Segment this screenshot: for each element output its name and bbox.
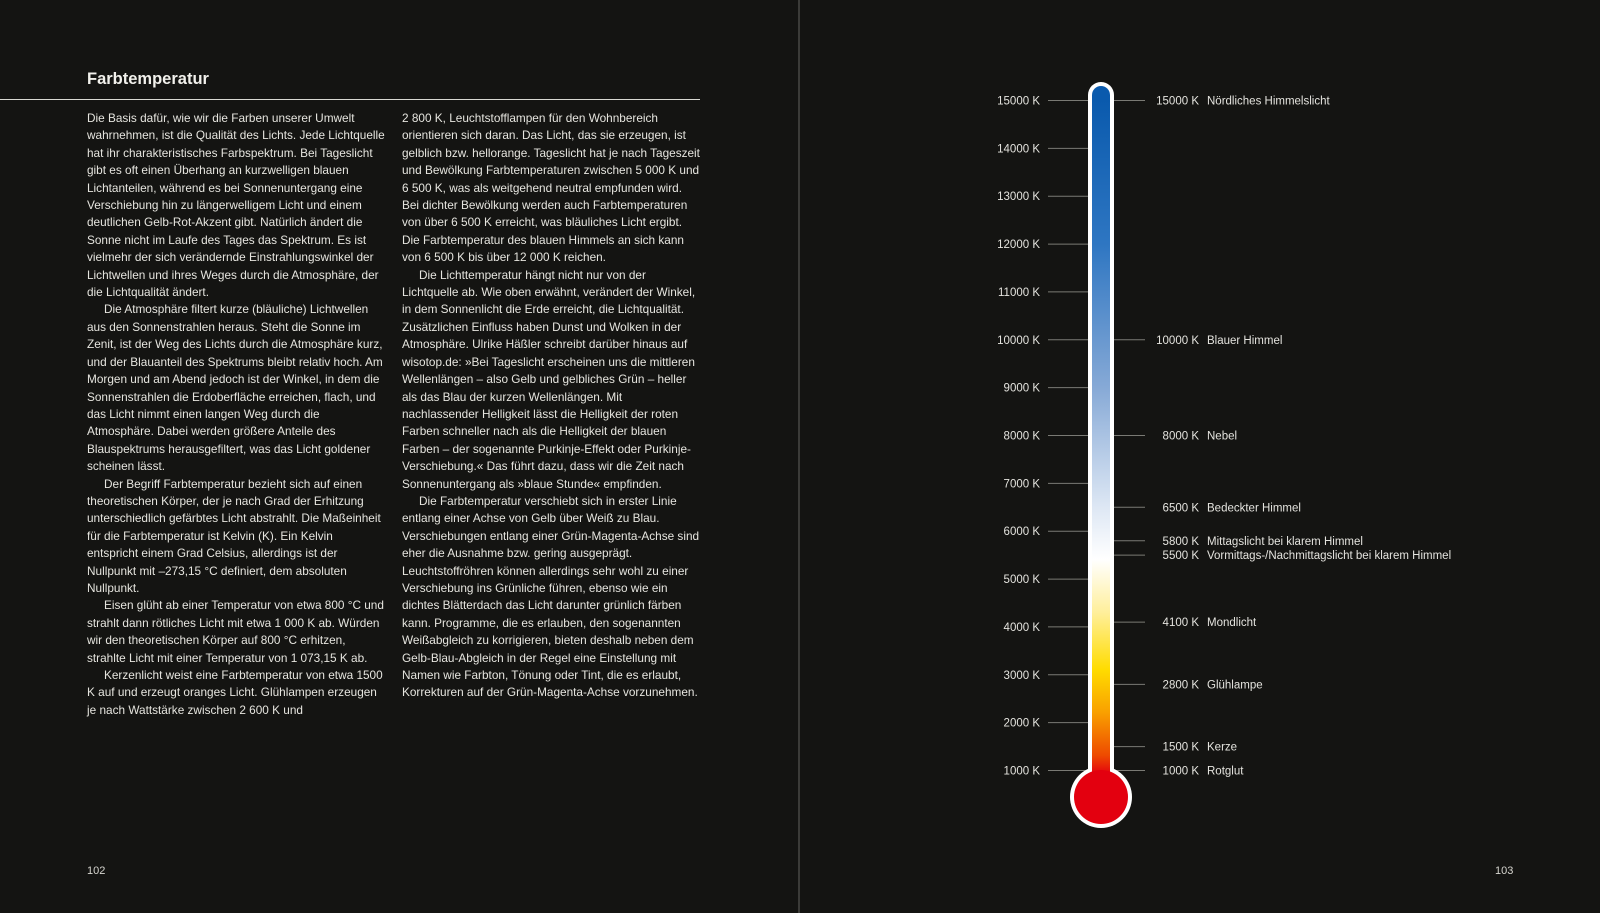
annotation-name: Kerze (1207, 741, 1238, 754)
scale-tick-label: 15000 K (997, 95, 1040, 108)
annotation-name: Mittagslicht bei klarem Himmel (1207, 535, 1363, 548)
annotation-ticks (1114, 101, 1145, 771)
annotation-value: 1000 K (1162, 765, 1199, 778)
thermometer-body (1070, 82, 1132, 828)
scale-labels (997, 96, 1040, 778)
paragraph: 2 800 K, Leuchtstofflampen für den Wohnbereich orientieren sich daran. Das Licht, das sie erzeugen, ist gelblich bzw. hellorange. Tageslicht hat je nach Tageszeit und Bewölkung Farbtemperaturen zwischen 5 000 K und 6 500 K, was als weitgehend neutral empfunden wird. Bei dichter Bewölkung werden auch Farbtemperaturen von über 6 500 K erreicht, was bläuliches Licht ergibt. Die Farbtemperatur des blauen Himmels an sich kann von 6 500 K bis über 12 000 K reichen. (402, 111, 700, 265)
scale-tick-label: 4000 K (1003, 621, 1040, 634)
paragraph: Die Atmosphäre filtert kurze (bläuliche) Lichtwellen aus den Sonnenstrahlen heraus. Steht die Sonne im Zenit, ist der Weg des Lichts durch die Atmosphäre kurz, und der Blauanteil des Spektrums bleibt relativ hoch. Am Morgen und am Abend jedoch ist der Winkel, in dem die Sonnenstrahlen die Erdoberfläche erreichen, flach, und das Licht nimmt einen langen Weg durch die Atmosphäre. Dabei werden größere Anteile des Blauspektrums herausgefiltert, was das Licht goldener scheinen lässt. (87, 302, 383, 474)
thermometer-bulb (1074, 770, 1128, 824)
page-title: Farbtemperatur (87, 70, 209, 88)
annotation-name: Blauer Himmel (1207, 334, 1283, 347)
scale-tick-label: 1000 K (1003, 765, 1040, 778)
annotation-value: 2800 K (1162, 679, 1199, 692)
page-number-left: 102 (87, 865, 106, 877)
annotation-value: 4100 K (1162, 617, 1199, 630)
annotation-value: 6500 K (1162, 502, 1199, 515)
annotation-name: Glühlampe (1207, 679, 1263, 692)
page-number-right: 103 (1495, 865, 1514, 877)
annotation-name: Nebel (1207, 430, 1238, 443)
paragraph: Die Farbtemperatur verschiebt sich in erster Linie entlang einer Achse von Gelb über Weiß zu Blau. Verschiebungen entlang einer Grün-Magenta-Achse sind eher die Ausnahme bzw. gering ausgeprägt. Leuchtstoffröhren können allerdings sehr wohl zu einer Verschiebung ins Grünliche führen, ebenso wie ein dichtes Blätterdach das Licht darunter grünlich färben kann. Programme, die es erlauben, den sogenannten Weißabgleich zu korrigieren, bieten deshalb neben dem Gelb-Blau-Abgleich in der Regel eine Einstellung mit Namen wie Farbton, Tönung oder Tint, die es erlaubt, Korrekturen auf der Grün-Magenta-Achse vorzunehmen. (402, 493, 700, 700)
paragraph: Kerzenlicht weist eine Farbtemperatur von etwa 1500 K auf und erzeugt oranges Licht. Glühlampen erzeugen je nach Wattstärke zwischen 2 600 K und (87, 668, 383, 717)
annotation-name: Nördliches Himmelslicht (1207, 95, 1330, 108)
scale-tick-label: 14000 K (997, 143, 1040, 156)
annotation-value: 1500 K (1162, 741, 1199, 754)
paragraph: Die Lichttemperatur hängt nicht nur von der Lichtquelle ab. Wie oben erwähnt, verändert der Winkel, in dem Sonnenlicht die Erde erreicht, die Lichtqualität. Zusätzlichen Einfluss haben Dunst und Wolken in der Atmosphäre. Ulrike Häßler schreibt darüber hinaus auf wisotop.de: »Bei Tageslicht erscheinen uns die mittleren Wellenlängen – also Gelb und gelbliches Grün – heller als das Blau der kurzen Wellenlängen. Mit nachlassender Helligkeit lässt die Helligkeit der roten Farben schneller nach als die Helligkeit der blauen Farben – der sogenannte Purkinje-Effekt oder Purkinje-Verschiebung.« Das führt dazu, dass wir die Zeit nach Sonnenuntergang als »blaue Stunde« empfinden. (402, 267, 696, 491)
paragraph: Der Begriff Farbtemperatur bezieht sich auf einen theoretischen Körper, der je nach Grad der Erhitzung unterschiedlich gefärbtes Licht abstrahlt. Die Maßeinheit für die Farbtemperatur ist Kelvin (K). Ein Kelvin entspricht einem Grad Celsius, allerdings ist der Nullpunkt mit –273,15 °C definiert, dem absoluten Nullpunkt. (87, 476, 381, 595)
thermometer-tube-fill (1092, 86, 1110, 792)
annotation-labels (1156, 96, 1451, 778)
annotation-value: 10000 K (1156, 334, 1199, 347)
annotation-value: 15000 K (1156, 95, 1199, 108)
scale-tick-label: 8000 K (1003, 430, 1040, 443)
scale-tick-label: 13000 K (997, 191, 1040, 204)
annotation-name: Vormittags-/Nachmittagslicht bei klarem Himmel (1207, 550, 1452, 563)
annotation-value: 5800 K (1162, 535, 1199, 548)
paragraph: Die Basis dafür, wie wir die Farben unserer Umwelt wahrnehmen, ist die Qualität des Lichts. Jede Lichtquelle hat ihr charakteristisches Farbspektrum. Bei Tageslicht gibt es oft einen Überhang an kurzwelligen blauen Lichtanteilen, während es bei Sonnenuntergang eine Verschiebung hin zu längerwelligem Licht und einem deutlichen Gelb-Rot-Akzent gibt. Natürlich ändert die Sonne nicht im Laufe des Tages das Spektrum. Es ist vielmehr der sich verändernde Einstrahlungswinkel der Lichtwellen und ihres Weges durch die Atmosphäre, der die Lichtqualität ändert. (87, 111, 385, 300)
scale-tick-label: 6000 K (1003, 526, 1040, 539)
scale-tick-label: 7000 K (1003, 478, 1040, 491)
scale-tick-label: 11000 K (998, 286, 1040, 299)
annotation-value: 8000 K (1162, 430, 1199, 443)
scale-ticks (1048, 101, 1088, 771)
annotation-name: Rotglut (1207, 765, 1244, 778)
scale-tick-label: 9000 K (1003, 382, 1040, 395)
scale-tick-label: 5000 K (1003, 574, 1040, 587)
annotation-name: Bedeckter Himmel (1207, 502, 1301, 515)
scale-tick-label: 2000 K (1003, 717, 1040, 730)
annotation-name: Mondlicht (1207, 617, 1257, 630)
annotation-value: 5500 K (1162, 550, 1199, 563)
scale-tick-label: 10000 K (997, 334, 1040, 347)
paragraph: Eisen glüht ab einer Temperatur von etwa 800 °C und strahlt dann rötliches Licht mit etwa 1 000 K ab. Würden wir den theoretischen Körper auf 800 °C erhitzen, strahlte Licht mit einer Temperatur von 1 073,15 K ab. (87, 598, 384, 665)
scale-tick-label: 3000 K (1003, 669, 1040, 682)
scale-tick-label: 12000 K (997, 239, 1040, 252)
